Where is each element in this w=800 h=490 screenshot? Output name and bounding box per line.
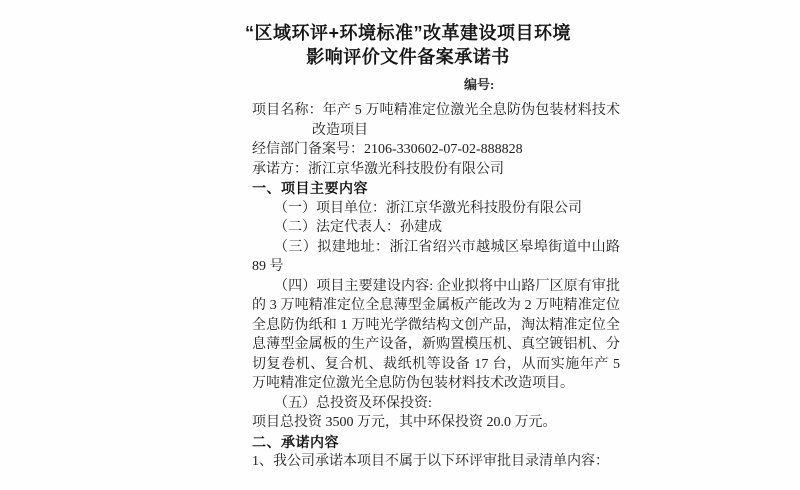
serial-number-label: 编号: bbox=[464, 77, 495, 92]
project-name-line: 项目名称：年产 5 万吨精准定位激光全息防伪包装材料技术改造项目 bbox=[252, 103, 620, 138]
item-3-proposed-address: （三）拟建地址：浙江省绍兴市越城区皋埠街道中山路 89 号 bbox=[252, 239, 620, 274]
item-1-project-unit: （一）项目单位：浙江京华激光科技股份有限公司 bbox=[274, 200, 582, 216]
document-title bbox=[222, 21, 594, 69]
document-title-line-2: 影响评价文件备案承诺书 bbox=[306, 47, 510, 67]
filing-number-line: 经信部门备案号：2106-330602-07-02-888828 bbox=[252, 142, 523, 157]
section-2-heading: 二、承诺内容 bbox=[252, 433, 339, 450]
document-title-line-1: “区域环评+环境标准”改革建设项目环境 bbox=[244, 23, 571, 43]
investment-amount-line: 项目总投资 3500 万元，其中环保投资 20.0 万元。 bbox=[252, 415, 557, 430]
item-2-legal-representative: （二）法定代表人：孙建成 bbox=[274, 220, 442, 235]
committer-line: 承诺方：浙江京华激光科技股份有限公司 bbox=[252, 161, 504, 177]
section-1-heading: 一、项目主要内容 bbox=[252, 180, 368, 196]
item-5-investment-heading: （五）总投资及环保投资: bbox=[274, 395, 432, 411]
item-4-main-construction-content: （四）项目主要建设内容: 企业拟将中山路厂区原有审批的 3 万吨精准定位全息薄型金属板产能改为 2 万吨精准定位全息防伪纸和 1 万吨光学微结构文创产品，淘汰精准定位全息薄型金属板的生产设备，新购置模压机、真空镀铝机、分切复卷机、复合机、裁纸机等设备 17 台，从而实施年产 5 万吨精准定位激光全息防伪包装材料技术改造项目。 bbox=[252, 278, 620, 391]
commitment-item-1: 1、我公司承诺本项目不属于以下环评审批目录清单内容： bbox=[252, 454, 609, 469]
document-body bbox=[252, 101, 620, 472]
